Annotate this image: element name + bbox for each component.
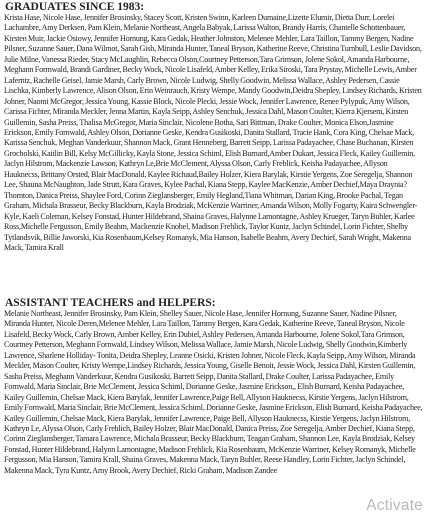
graduates-heading: GRADUATES SINCE 1983:: [5, 1, 145, 13]
assistants-name-list: Melanie Northeast, Jennifer Brosinsky, Pam Klein, Shelley Sauer, Nicole Hase, Jennifer Hornung, Suzanne Sauer, Nadine Pilsner, Miranda Hunter, Nicole Deren,Melenee Mehler, Lara Taillon, Tammy Bergen, Kara Gedak, Katherine Reeve, Taneal Bryson, Nicole Lisafeld, Becky Wock, Carly Brown, Amber Kelley, Erin Dubiel, Ashley Pedersen, Amanda Harbourne, Jolene Sokol,Tara Grimson, Courtney Petterson, Meghann Fornwald, Lindsey Wilson, Melissa Wallace, Jamie Marsh, Nicole Ludwig, Shelly Goodwin,Kimberly Lawrence, Sharlene Holliday- Tonita, Deidra Shepley, Leanne Osicki, Kristen Johner, Nicole Fleck, Kayla Seipp, Amy Wilson, Miranda Meckler, Mason Coulter, Kristy Wempe,Lindsey Richards, Jessica Young, Giselle Benoit, Jessie Wock, Jessica Dahl, Kirsten Guillemin, Sasha Preiss, Meghann Vanderkuur, Kendra Gusikoski, Barrett Seipp, Danita Stallard, Drake Coulter, Larissa Padayachee, Emily Fornwald, Maria Sinclair, Brie McClement, Jessica Schiml, Dorianne Geske, Jasmine Erickson,, Elish Burnard, Keisha Padayachee, Kailey Guillemin, Chelsae Mack, Kiera Barylak, Jennifer Lawrence,Paige Bell, Allyson Hauknecss, Kirstie Yergens, Jaclyn Hilstrom, Emily Fornwald, Maria Sinclair, Brie McClement, Jessica Schiml, Dorianne Geske, Jasmine Erickson, Elish Burnard, Keisha Padayachee, Kailey Guillemin, Chelsae Mack, Kiera Barylak, Jennifer Lawrence, Paige Bell, Allyson Hauknecss, Kirstie Yergens, Jaclyn Hilstrom, Kathryn Le, Alyssa Olson, Carly Frehlich, Bailey Holzer, Blair MacDonald, Danica Preiss, Zoe Seregelja, Amber Dechief, Kiana Stepp, Corinn Zieglansberger, Tamara Lawrence, Michala Brasseur, Becky Blackburn, Teagan Graham, Shannon Lee, Kayla Brodziak, Kelsey Fonstad, Hunter Hildebrand, Halynn Lamontagne, Madison Frehlick, Kia Rosenbaum, McKenzie Warriner, Kelsey Romanyk, Michelle Fergusson, Mia Hanson, Tamira Krall, Shaina Graves, Makenna Mack, Taryn Buhler, Reese Handley, Lorin Fichter, Jaclyn Schindel, Makenna Mack, Tyra Kuntz, Amy Brook, Avery Dechief, Ricki Graham, Madison Zandee: [4, 309, 423, 475]
activate-watermark: Activate: [366, 497, 423, 514]
graduates-name-list: Krista Hase, Nicole Hase, Jennifer Brosinsky, Stacey Scott, Kristen Swinn, Karleen Dumaine,Lizette Elumir, Dietta Durr, Lorelei Lachambre, Amy Derksen, Pam Klein, Melanie Northeast, Angela Babyak, Larissa Walton, Brandy Harris, Chantelle Schottenbauer, Kirsten Muir, Jackie Osiowy, Jennifer Hornung, Kara Gedak, Heather Johnston, Melenee Mehler, Lara Taillon, Tammy Bergen, Nadine Pilsner, Suzanne Sauer, Dana Wilmot, Sarah Gish, Miranda Hunter, Taneal Bryson, Katherine Reeve, Christina Turnbull, Leslie Davidson, Julie Milne, Vanessa Rieder, Stacy McLaughlin, Rebecca Olson,Courtney Petterson,Tara Grimson, Jolene Sokol, Amanda Harbourne, Meghann Formwald, Brandi Gardiner, Becky Wock, Nicole Lisafeld, Amber Kelley, Erika Siroski, Tara Prystay, Michelle Lewis, Amber Laferntz, Rachelle Geisel, Jamie Marsh, Carly Brown, Nicole Ludwig, Shelly Goodwin, Melissa Wallace, Ashley Pedersen, Cassie Lischka, Kimberly Lawrence, Alison Olson, Erin Weinrauch, Kristy Wempe, Mandy Goodwin,Deidra Shepley, Lindsey Richards, Kristen Johner, Naomi McGregor, Jessica Young, Kassie Block, Nicole Plecki, Jessie Wock, Jennifer Lawrence, Renee Pylypuk, Amy Wilson, Carissa Fichter, Miranda Meckler, Jenna Martin, Kayla Seipp, Ashley Senchuk, Jessica Dahl, Mason Coulter, Kierra Kjersem, Kirsten Guillemin, Sasha Preiss, Thalisa McGregor, Maria Sinclair, Nicolene Botha, Sari Bittman, Drake Coulter, Monica Elson,Jasmine Erickson, Emily Fornwald, Ashley Olson, Dorianne Geske, Kendra Gusikoski, Danita Stallard, Tracie Hank, Cora King, Chelsae Mack, Karissa Senchuk, Meghan Vanderkuur, Shannon Mack, Grant Henneberg, Barrett Seipp, Larissa Padayachee, Chase Buchanan, Kirsten Grocholski, Kaitlin Bill, Kelsy McGillicky, Kayla Stone, Jessica Schiml, Elish Burnard,Amber Dukart, Jessica Fleck, Kailey Guillemin, Jaclyn Hilstrom, Mackenzie Lawson, Kathryn Le,Brie McClement, Alyssa Olson, Carly Freblick, Keisha Padayachee, Allyson Hauknecss, Brittany Orsted, Blair MacDonald, Kaylee Richaud,Bailey Holzer, Kiera Barylak, Kirstie Yergens, Zoe Seregelja, Shannon Lee, Shauna McNaughton, Jade Strutt, Kara Graves, Kylee Pachal, Kiana Stepp, Kaylee MacKenzie, Amber Dechief,Maya Draynia?Thornton, Danica Preiss, Shaylee Ford, Corinn Zieglansberger, Emily Hegland,Tiana Whitman, Darian King, Brooke Pachal, Tegan Graham, Michala Brasseur, Becky Blackburn, Kayla Brodziak, McKenzie Warriner, Amanda Wilson, Molly Fogarty, Kaira Schwengler-Kyle, Kaeli Coleman, Kelsey Fonstad, Hunter Hildebrand, Shaina Graves, Halynne Lamontagne, Ashley Krueger, Taryn Buhler, Karlee Ross,Michelle Fergusson, Emily Beahm, Mackenzie Knohel, Madison Frehlick, Taylor Kuntz, Jaclyn Schindel, Lorin Fichter, Shelby Tytlandsvik, Billie Jaworski, Kia Rosenbaum,Kelsey Romanyk, Mia Hanson, Isabelle Beahm, Avery Dechief, Sarah Wright, Makenna Mack, Tamira Krall: [4, 13, 422, 252]
assistants-heading: ASSISTANT TEACHERS and HELPERS:: [5, 297, 216, 309]
